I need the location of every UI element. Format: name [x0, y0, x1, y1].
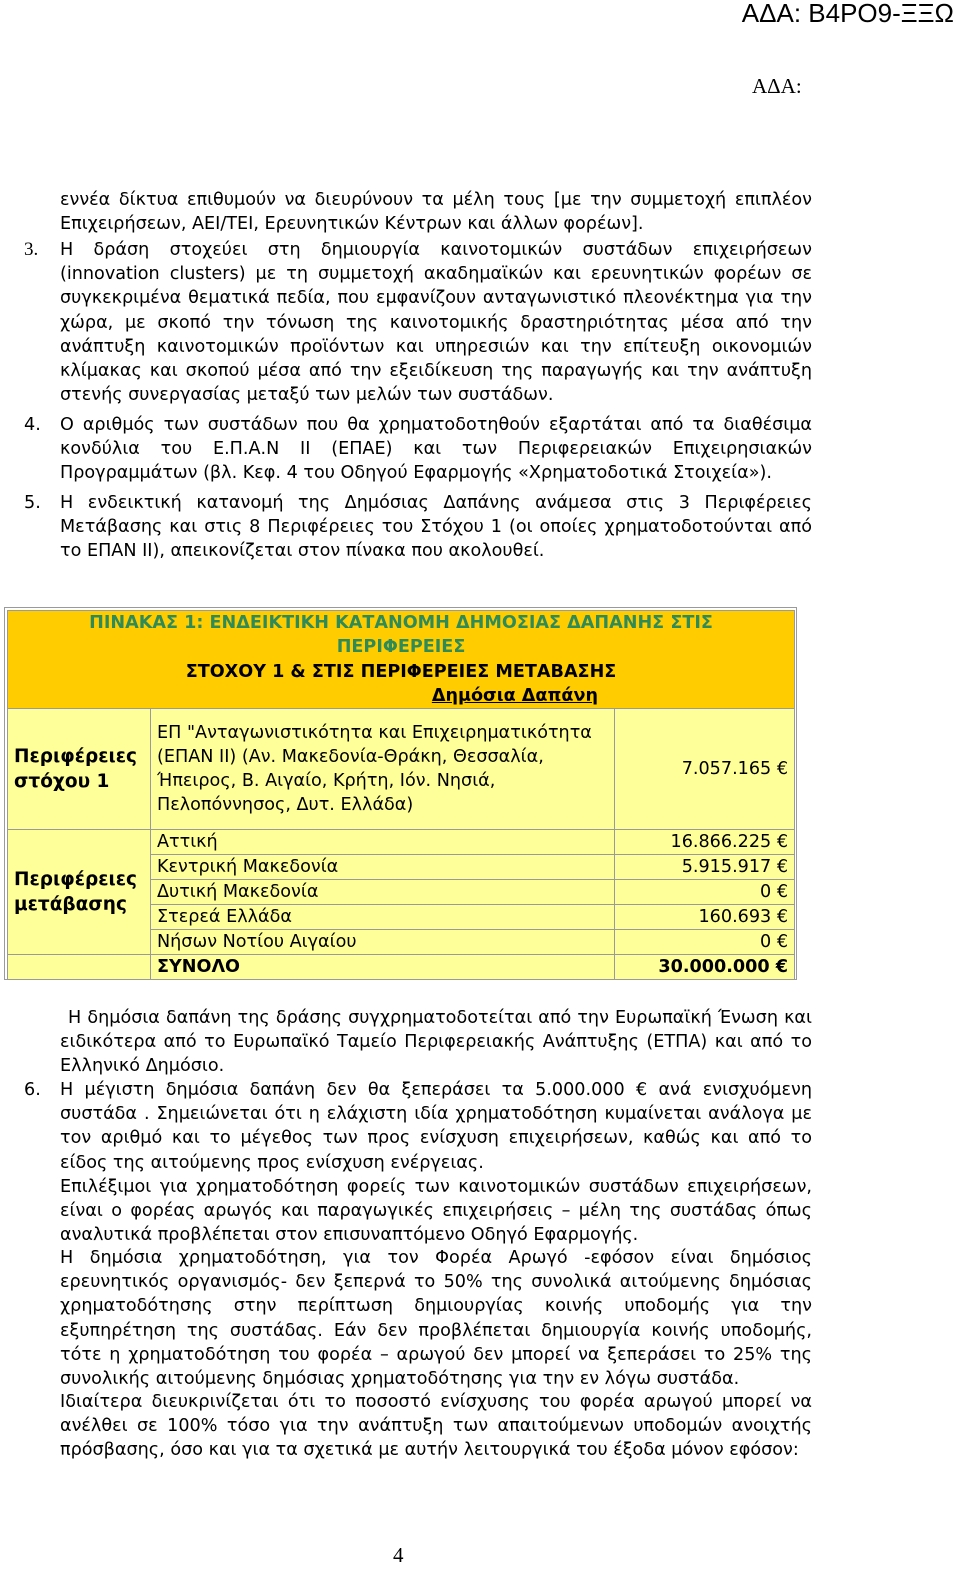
ada-code: ΑΔΑ: Β4ΡΟ9-ΞΞΩ: [741, 0, 954, 28]
table-row-amount: 16.866.225 €: [615, 830, 795, 855]
item-6-text-1: Η μέγιστη δημόσια δαπάνη δεν θα ξεπεράσει τα 5.000.000 € ανά ενισχυόμενη συστάδα . Σημειώνεται ότι η ελάχιστη ιδία χρηματοδότηση κυμαίνεται ανάλογα με τον αριθμό και το μέγεθος των προς ενίσχυση επιχειρήσεων, καθώς και από το είδος της αιτούμενης προς ενίσχυση ενέργειας.: [60, 1080, 812, 1173]
item-5-text: Η ενδεικτική κατανομή της Δημόσιας Δαπάνης ανάμεσα στις 3 Περιφέρειες Μετάβασης και στις 8 Περιφέρειες του Στόχου 1 (οι οποίες χρηματοδοτούνται από το ΕΠΑΝ ΙΙ), απεικονίζεται στον πίνακα που ακολουθεί.: [60, 493, 812, 562]
table-row-amount: 5.915.917 €: [615, 855, 795, 880]
table-row-amount: 0 €: [615, 930, 795, 955]
item-6-number: 6.: [24, 1080, 41, 1100]
ada-label: ΑΔΑ:: [752, 74, 802, 98]
item-4-number: 4.: [24, 415, 41, 435]
cofinancing-paragraph: Η δημόσια δαπάνη της δράσης συγχρηματοδοτείται από την Ευρωπαϊκή Ένωση και ειδικότερα από το Ευρωπαϊκό Ταμείο Περιφερειακής Ανάπτυξης (ΕΤΠΑ) και από το Ελληνικό Δημόσιο.: [60, 1008, 812, 1077]
table-title-line2: ΠΕΡΙΦΕΡΕΙΕΣ: [336, 637, 466, 658]
table-row-label: Νήσων Νοτίου Αιγαίου: [151, 930, 615, 955]
item-5-number: 5.: [24, 493, 41, 513]
item-6-text-4: Ιδιαίτερα διευκρινίζεται ότι το ποσοστό ενίσχυσης του φορέα αρωγού μπορεί να ανέλθει σε 100% τόσο για την ανάπτυξη των απαιτούμενων υποδομών ανοιχτής πρόσβασης, όσο και για τα σχετικά με αυτήν λειτουργικά του έξοδα μόνον εφόσον:: [60, 1392, 812, 1461]
allocation-table: [4, 607, 797, 980]
table-title-line1: ΠΙΝΑΚΑΣ 1: ΕΝΔΕΙΚΤΙΚΗ ΚΑΤΑΝΟΜΗ ΔΗΜΟΣΙΑΣ ΔΑΠΑΝΗΣ ΣΤΙΣ: [89, 613, 713, 634]
table-row-label: Αττική: [151, 830, 615, 855]
column-header: Δημόσια Δαπάνη: [431, 685, 599, 706]
table-row-amount: 0 €: [615, 880, 795, 905]
item-6-text-2: Επιλέξιμοι για χρηματοδότηση φορείς των καινοτομικών συστάδων επιχειρήσεων, είναι ο φορέας αρωγός και παραγωγικές επιχειρήσεις – μέλη της συστάδας όπως αναλυτικά προβλέπεται στον επισυναπτόμενο Οδηγό Εφαρμογής.: [60, 1177, 812, 1246]
item-3-text: Η δράση στοχεύει στη δημιουργία καινοτομικών συστάδων επιχειρήσεων (innovation clusters) με τη συμμετοχή ακαδημαϊκών και ερευνητικών φορέων σε συγκεκριμένα θεματικά πεδία, που εμφανίζουν ανταγωνιστικό πλεονέκτημα για την χώρα, με σκοπό την τόνωση της καινοτομικής δραστηριότητας μέσα από την ανάπτυξη καινοτομικών προϊόντων και υπηρεσιών και την επίτευξη οικονομιών κλίμακας και σκοπού μέσα από την εξειδίκευση της παραγωγής και την ανάπτυξη στενής συνεργασίας μεταξύ των μελών των συστάδων.: [60, 240, 812, 406]
table-row-label: Δυτική Μακεδονία: [151, 880, 615, 905]
group2-label: Περιφέρειες μετάβασης: [8, 830, 151, 955]
total-spacer: [8, 955, 151, 980]
item-6-text-3: Η δημόσια χρηματοδότηση, για τον Φορέα Αρωγό -εφόσον είναι δημόσιος ερευνητικός οργανισμός- δεν ξεπερνά το 50% της συνολικά αιτούμενης δημόσιας χρηματοδότησης στην περίπτωση δημιουργίας κοινής υποδομής για την εξυπηρέτηση της συστάδας. Εάν δεν προβλέπεται δημιουργία κοινής υποδομής, τότε η χρηματοδότηση του φορέα – αρωγού δεν μπορεί να ξεπεράσει το 25% της συνολικής αιτούμενης δημόσιας χρηματοδότησης για την εν λόγω συστάδα.: [60, 1248, 812, 1390]
group1-row-amount: 7.057.165 €: [615, 709, 795, 830]
item-4-text: Ο αριθμός των συστάδων που θα χρηματοδοτηθούν εξαρτάται από τα διαθέσιμα κονδύλια του Ε.Π.Α.Ν ΙΙ (ΕΠΑΕ) και των Περιφερειακών Επιχειρησιακών Προγραμμάτων (βλ. Κεφ. 4 του Οδηγού Εφαρμογής «Χρηματοδοτικά Στοιχεία»).: [60, 415, 812, 484]
table-row-amount: 160.693 €: [615, 905, 795, 930]
item-3-number: 3.: [24, 239, 39, 260]
group1-label: Περιφέρειες στόχου 1: [8, 709, 151, 830]
table-title: [8, 611, 795, 709]
intro-paragraph: εννέα δίκτυα επιθυμούν να διευρύνουν τα μέλη τους [με την συμμετοχή επιπλέον Επιχειρήσεων, ΑΕΙ/ΤΕΙ, Ερευνητικών Κέντρων και άλλων φορέων].: [60, 190, 812, 235]
group1-row-label: ΕΠ "Ανταγωνιστικότητα και Επιχειρηματικότητα (ΕΠΑΝ ΙΙ) (Αν. Μακεδονία-Θράκη, Θεσσαλία, Ήπειρος, Β. Αιγαίο, Κρήτη, Ιόν. Νησιά, Πελοπόννησος, Δυτ. Ελλάδα): [151, 709, 615, 830]
page-number: 4: [393, 1543, 404, 1567]
table-row-label: Στερεά Ελλάδα: [151, 905, 615, 930]
table-title-line3: ΣΤΟΧΟΥ 1 & ΣΤΙΣ ΠΕΡΙΦΕΡΕΙΕΣ ΜΕΤΑΒΑΣΗΣ: [185, 661, 617, 682]
total-amount: 30.000.000 €: [615, 955, 795, 980]
total-label: ΣΥΝΟΛΟ: [151, 955, 615, 980]
table-row-label: Κεντρική Μακεδονία: [151, 855, 615, 880]
